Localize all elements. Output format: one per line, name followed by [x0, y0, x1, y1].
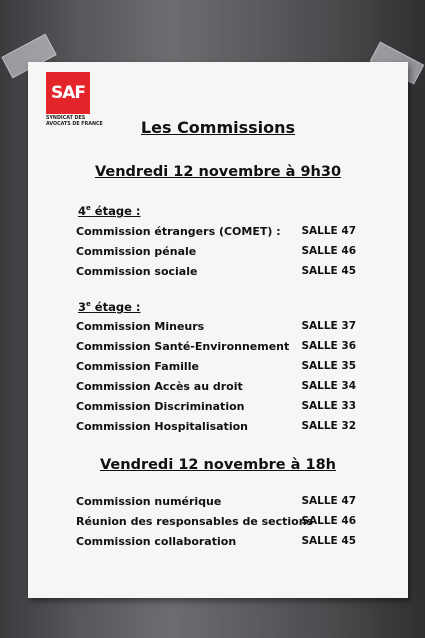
commission-name: Commission sociale	[76, 265, 198, 278]
logo-subtitle: SYNDICAT DES AVOCATS DE FRANCE	[46, 116, 103, 127]
room-label: SALLE 47	[301, 495, 356, 507]
room-label: SALLE 46	[301, 245, 356, 257]
commission-name: Commission Accès au droit	[76, 380, 243, 393]
list-item	[76, 360, 356, 376]
room-label: SALLE 34	[301, 380, 356, 392]
room-label: SALLE 45	[301, 265, 356, 277]
commission-name: Commission collaboration	[76, 535, 237, 548]
commission-name: Commission Discrimination	[76, 400, 245, 413]
list-item	[76, 380, 356, 396]
floor-heading-3: 3e étage :	[78, 300, 141, 314]
list-item	[76, 535, 356, 551]
room-label: SALLE 35	[301, 360, 356, 372]
commission-name: Commission étrangers (COMET) :	[76, 225, 281, 238]
list-item	[76, 515, 356, 531]
notice-paper	[28, 62, 408, 598]
session-date-morning: Vendredi 12 novembre à 9h30	[94, 164, 342, 180]
session-date-evening: Vendredi 12 novembre à 18h	[99, 457, 336, 473]
list-item	[76, 495, 356, 511]
room-label: SALLE 37	[301, 320, 356, 332]
commission-name: Réunion des responsables de sections	[76, 515, 314, 528]
list-item	[76, 340, 356, 356]
room-label: SALLE 33	[301, 400, 356, 412]
page-title: Les Commissions	[140, 118, 296, 137]
list-item	[76, 265, 356, 281]
room-label: SALLE 45	[301, 535, 356, 547]
list-item	[76, 225, 356, 241]
floor-heading-4: 4e étage :	[78, 204, 141, 218]
list-item	[76, 420, 356, 436]
room-label: SALLE 46	[301, 515, 356, 527]
list-item	[76, 245, 356, 261]
room-label: SALLE 47	[301, 225, 356, 237]
commission-name: Commission Hospitalisation	[76, 420, 248, 433]
commission-name: Commission Santé-Environnement	[76, 340, 290, 353]
room-label: SALLE 36	[301, 340, 356, 352]
commission-name: Commission Famille	[76, 360, 199, 373]
commission-name: Commission Mineurs	[76, 320, 205, 333]
list-item	[76, 320, 356, 336]
commission-name: Commission pénale	[76, 245, 197, 258]
commission-name: Commission numérique	[76, 495, 222, 508]
list-item	[76, 400, 356, 416]
saf-logo	[46, 72, 90, 114]
logo-text: SAF	[50, 83, 85, 103]
room-label: SALLE 32	[301, 420, 356, 432]
